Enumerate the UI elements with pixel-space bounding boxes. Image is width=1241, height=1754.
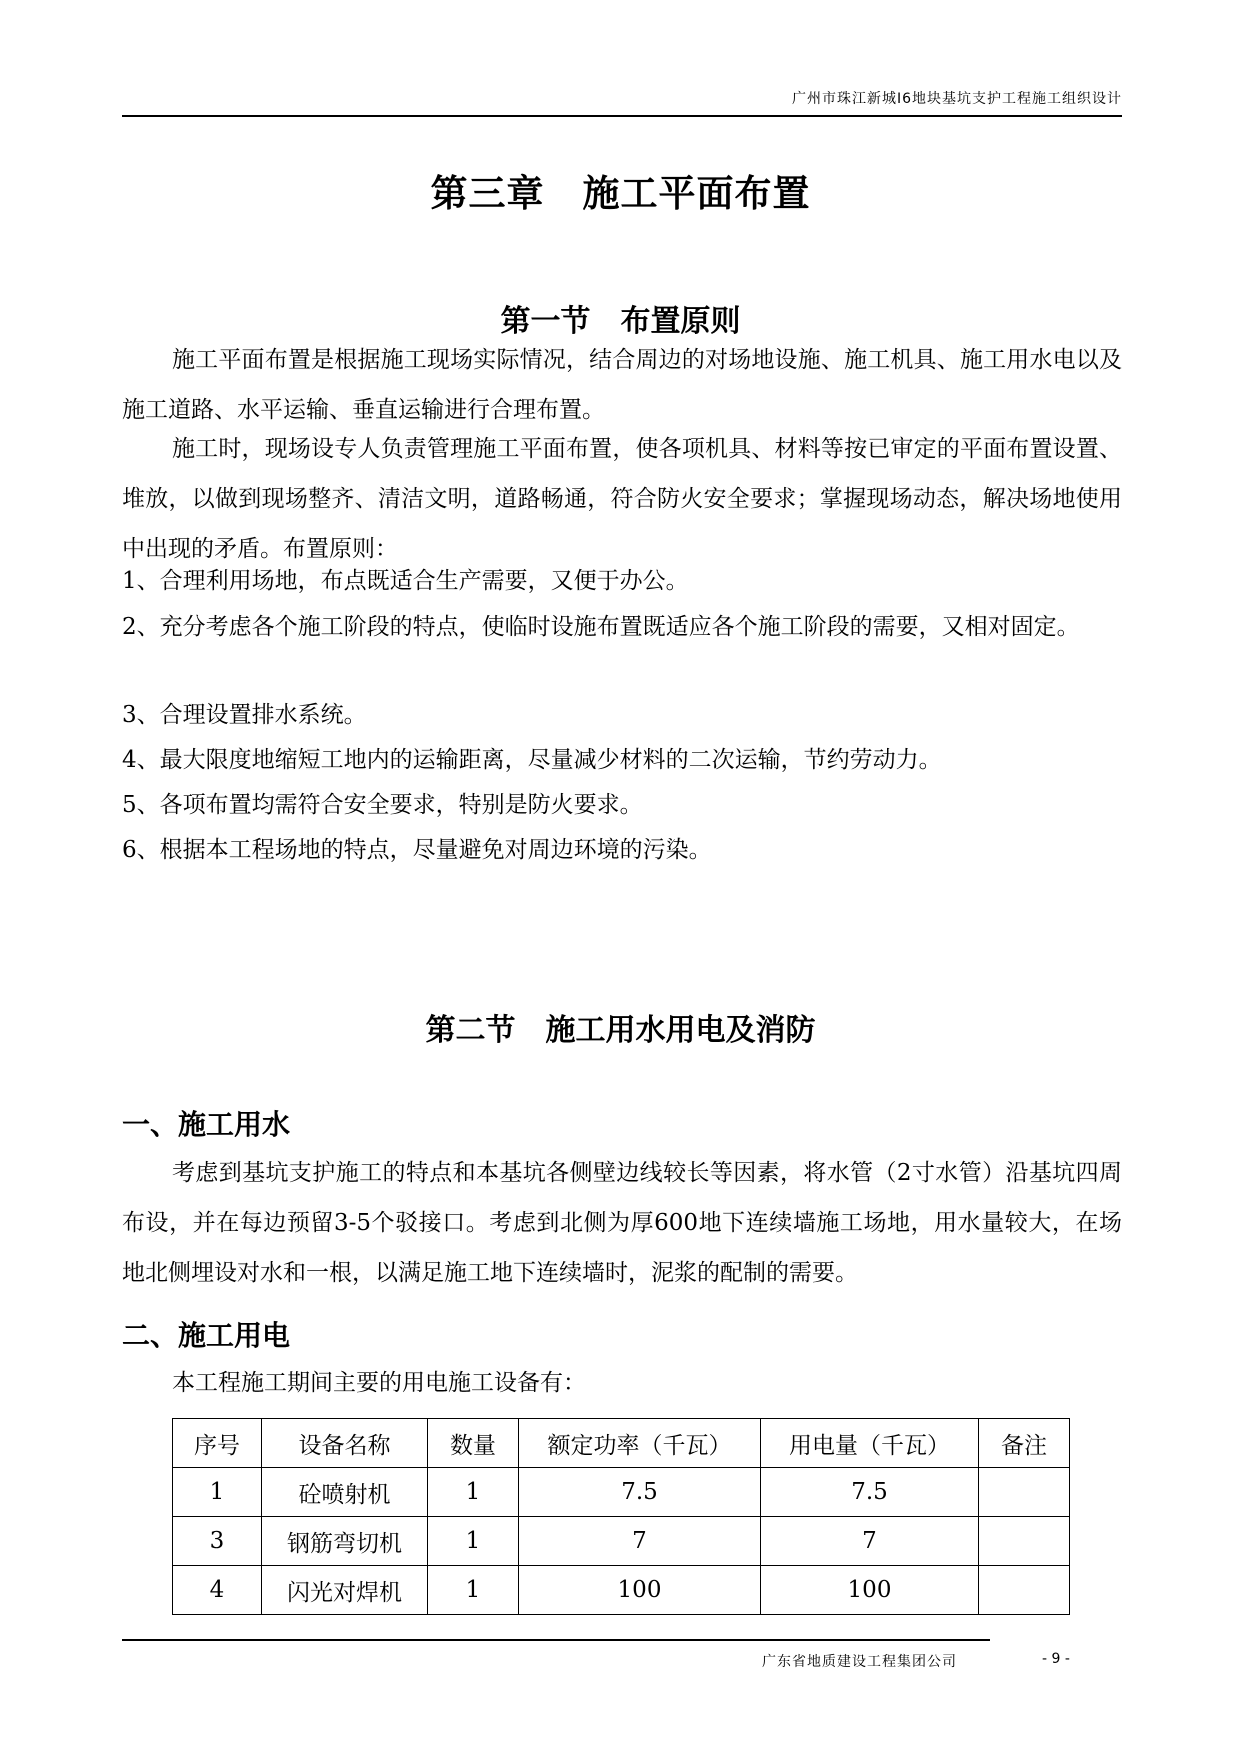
principle-item-1: 1、合理利用场地，布点既适合生产需要，又便于办公。 (122, 568, 689, 594)
cell-consumption: 7 (761, 1517, 979, 1566)
principle-item-5: 5、各项布置均需符合安全要求，特别是防火要求。 (122, 792, 643, 818)
chapter-title: 第三章 施工平面布置 (430, 171, 811, 215)
col-header-remarks: 备注 (979, 1419, 1070, 1468)
cell-quantity: 1 (428, 1566, 519, 1615)
header-title: 广州市珠江新城I6地块基坑支护工程施工组织设计 (791, 91, 1122, 107)
page-header (122, 88, 1122, 116)
col-header-rated-power: 额定功率（千瓦） (519, 1419, 761, 1468)
cell-seq: 3 (173, 1517, 262, 1566)
col-header-equipment: 设备名称 (262, 1419, 428, 1468)
footer-company: 广东省地质建设工程集团公司 (762, 1654, 957, 1670)
cell-remarks (979, 1517, 1070, 1566)
cell-equipment: 钢筋弯切机 (262, 1517, 428, 1566)
principle-item-6: 6、根据本工程场地的特点，尽量避免对周边环境的污染。 (122, 837, 712, 863)
page-footer (122, 1639, 1122, 1669)
power-intro: 本工程施工期间主要的用电施工设备有： (172, 1370, 586, 1396)
section-1-title: 第一节 布置原则 (500, 304, 741, 339)
header-divider (122, 115, 1122, 117)
cell-equipment: 闪光对焊机 (262, 1566, 428, 1615)
principle-item-2: 2、充分考虑各个施工阶段的特点，使临时设施布置既适应各个施工阶段的需要，又相对固定。 (122, 614, 1080, 640)
section-1-paragraph-1: 施工平面布置是根据施工现场实际情况，结合周边的对场地设施、施工机具、施工用水电以及施工道路、水平运输、垂直运输进行合理布置。 (122, 347, 1122, 423)
table-row (173, 1566, 1070, 1615)
table-row (173, 1517, 1070, 1566)
cell-equipment: 砼喷射机 (262, 1468, 428, 1517)
cell-seq: 1 (173, 1468, 262, 1517)
power-subsection-title: 二、施工用电 (122, 1319, 291, 1352)
cell-rated-power: 7.5 (519, 1468, 761, 1517)
col-header-consumption: 用电量（千瓦） (761, 1419, 979, 1468)
cell-quantity: 1 (428, 1517, 519, 1566)
cell-remarks (979, 1566, 1070, 1615)
water-paragraph: 考虑到基坑支护施工的特点和本基坑各侧壁边线较长等因素，将水管（2寸水管）沿基坑四周布设，并在每边预留3-5个驳接口。考虑到北侧为厚600地下连续墙施工场地，用水量较大，在场地北侧埋设对水和一根，以满足施工地下连续墙时，泥浆的配制的需要。 (122, 1160, 1122, 1286)
col-header-quantity: 数量 (428, 1419, 519, 1468)
cell-seq: 4 (173, 1566, 262, 1615)
section-1-paragraph-2: 施工时，现场设专人负责管理施工平面布置，使各项机具、材料等按已审定的平面布置设置、堆放，以做到现场整齐、清洁文明，道路畅通，符合防火安全要求；掌握现场动态，解决场地使用中出现的矛盾。布置原则： (122, 436, 1122, 562)
table-header-row (173, 1419, 1070, 1468)
col-header-seq: 序号 (173, 1419, 262, 1468)
cell-quantity: 1 (428, 1468, 519, 1517)
water-subsection-title: 一、施工用水 (122, 1108, 291, 1141)
footer-divider (122, 1639, 990, 1641)
principle-item-3: 3、合理设置排水系统。 (122, 702, 367, 728)
cell-consumption: 100 (761, 1566, 979, 1615)
cell-rated-power: 100 (519, 1566, 761, 1615)
cell-consumption: 7.5 (761, 1468, 979, 1517)
page-number: - 9 - (1042, 1651, 1070, 1667)
principle-item-4: 4、最大限度地缩短工地内的运输距离，尽量减少材料的二次运输，节约劳动力。 (122, 747, 942, 773)
table-row (173, 1468, 1070, 1517)
cell-remarks (979, 1468, 1070, 1517)
section-2-title: 第二节 施工用水用电及消防 (425, 1013, 816, 1048)
equipment-table (172, 1418, 1070, 1615)
cell-rated-power: 7 (519, 1517, 761, 1566)
